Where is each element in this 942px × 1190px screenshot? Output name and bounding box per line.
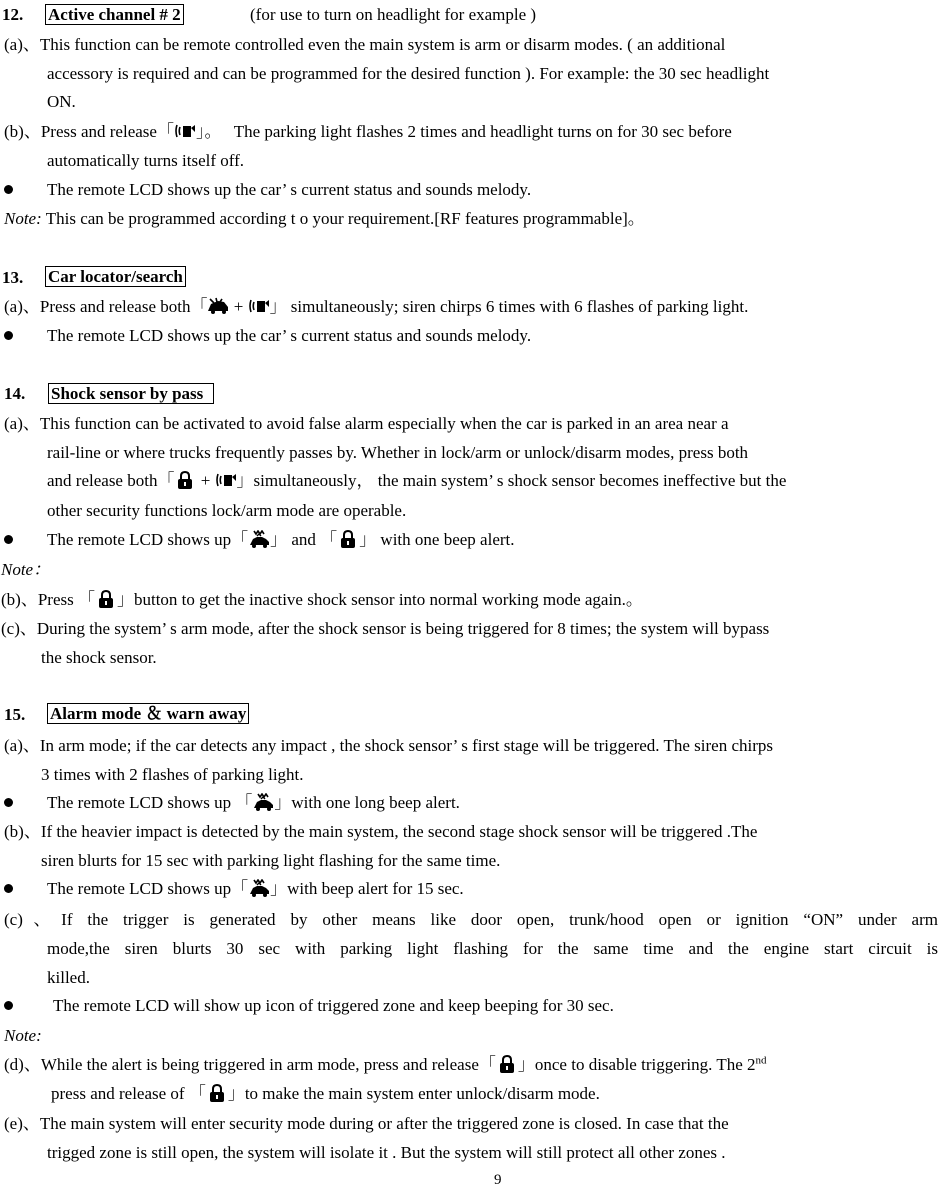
bullet-icon bbox=[4, 884, 13, 893]
s12-a-line1: (a)、This function can be remote controlled even the main system is arm or disarm modes. ( an additional bbox=[4, 35, 726, 54]
s15-a-line2: 3 times with 2 flashes of parking light. bbox=[41, 765, 304, 784]
s15-e-line1: (e)、The main system will enter security mode during or after the triggered zone is closed. In case that the bbox=[4, 1114, 729, 1133]
s12-note bbox=[4, 209, 645, 229]
s14-a-line1: (a)、This function can be activated to avoid false alarm especially when the car is parked in an area near a bbox=[4, 414, 729, 433]
bullet-icon bbox=[4, 535, 13, 544]
s14-bullet-post: 」 with one beep alert. bbox=[359, 530, 515, 549]
s15-d1-post: 」once to disable triggering. The 2 bbox=[517, 1055, 756, 1074]
s14-bullet-pre: The remote LCD shows up「 bbox=[47, 530, 249, 549]
s12-b-line1 bbox=[4, 122, 732, 142]
s14-note-label: Note： bbox=[1, 560, 51, 579]
s14-b-pre: (b)、Press 「 bbox=[1, 590, 95, 609]
bullet-icon bbox=[4, 331, 13, 340]
s13-a-post: 」 simultaneously; siren chirps 6 times with 6 flashes of parking light. bbox=[269, 297, 749, 316]
section-13-title bbox=[45, 266, 186, 287]
lock-icon bbox=[174, 471, 196, 489]
channel-2-icon bbox=[215, 471, 237, 489]
bullet-icon bbox=[4, 185, 13, 194]
s12-a-line3: ON. bbox=[47, 92, 76, 111]
s13-a-pre: (a)、Press and release both「 bbox=[4, 297, 208, 316]
section-12-number: 12. bbox=[2, 5, 24, 24]
shock-sensor-icon bbox=[252, 793, 274, 811]
channel-2-icon bbox=[248, 297, 270, 315]
s13-a-plus: + bbox=[233, 297, 244, 316]
s15-d2-post: 」to make the main system enter unlock/disarm mode. bbox=[227, 1084, 600, 1103]
s14-bullet bbox=[47, 530, 515, 550]
shock-sensor-icon bbox=[248, 530, 270, 548]
s15-note-label: Note: bbox=[4, 1026, 42, 1045]
lock-icon bbox=[206, 1084, 228, 1102]
bullet-icon bbox=[4, 798, 13, 807]
s14-bullet-and: 」 and 「 bbox=[270, 530, 338, 549]
s14-b-post: 」button to get the inactive shock sensor into normal working mode again.。 bbox=[116, 590, 643, 609]
s12-b-line2: automatically turns itself off. bbox=[47, 151, 245, 170]
s12-bullet: The remote LCD shows up the car’ s current status and sounds melody. bbox=[47, 180, 532, 199]
s15-a-line1: (a)、In arm mode; if the car detects any impact , the shock sensor’ s first stage will be triggered. The siren chirps bbox=[4, 736, 774, 755]
section-12-subtitle: (for use to turn on headlight for example ) bbox=[250, 5, 537, 24]
lock-icon bbox=[95, 590, 117, 608]
car-search-icon bbox=[207, 297, 229, 315]
s15-c-line1: (c)、If the trigger is generated by other means like door open, trunk/hood open or ignition “ON” under arm bbox=[4, 910, 938, 929]
section-13-number: 13. bbox=[2, 268, 24, 287]
s12-note-label: Note: bbox=[4, 209, 42, 228]
lock-icon bbox=[496, 1055, 518, 1073]
section-12-title-box: Active channel # 2 bbox=[45, 4, 184, 25]
section-15-number: 15. bbox=[4, 705, 26, 724]
s15-b-line1: (b)、If the heavier impact is detected by the main system, the second stage shock sensor will be triggered .The bbox=[4, 822, 758, 841]
section-13-title-box: Car locator/search bbox=[45, 266, 186, 287]
section-14-title bbox=[48, 383, 214, 404]
s15-d2-pre: press and release of 「 bbox=[51, 1084, 206, 1103]
section-14-number: 14. bbox=[4, 384, 26, 403]
s12-note-text: This can be programmed according t o your requirement.[RF features programmable]。 bbox=[45, 209, 645, 228]
s14-a-line2: rail-line or where trucks frequently passes by. Whether in lock/arm or unlock/disarm modes, press both bbox=[47, 443, 749, 462]
s15-d1-pre: (d)、While the alert is being triggered in arm mode, press and release「 bbox=[4, 1055, 496, 1074]
s15-bullet2-pre: The remote LCD shows up「 bbox=[47, 879, 249, 898]
bullet-icon bbox=[4, 1001, 13, 1010]
section-15-title-box: Alarm mode ＆ warn away bbox=[47, 703, 249, 724]
s15-bullet1-pre: The remote LCD shows up 「 bbox=[47, 793, 253, 812]
section-14-title-box: Shock sensor by pass bbox=[48, 383, 214, 404]
lock-icon bbox=[337, 530, 359, 548]
s14-c-line2: the shock sensor. bbox=[41, 648, 157, 667]
s12-b-post: The parking light flashes 2 times and headlight turns on for 30 sec before bbox=[233, 122, 732, 141]
s14-a-line4: other security functions lock/arm mode are operable. bbox=[47, 501, 407, 520]
s12-a-line2: accessory is required and can be programmed for the desired function ). For example: the 30 sec headlight bbox=[47, 64, 770, 83]
s15-e-line2: trigged zone is still open, the system will isolate it . But the system will still protect all other zones . bbox=[47, 1143, 726, 1162]
s13-a-line bbox=[4, 297, 748, 317]
shock-sensor-icon bbox=[248, 879, 270, 897]
s14-c-line1: (c)、During the system’ s arm mode, after the shock sensor is being triggered for 8 times; the system will bypass bbox=[1, 619, 770, 638]
s15-c-line2: mode,the siren blurts 30 sec with parking light flashing for the same time and the engine start circuit is bbox=[47, 939, 938, 958]
s15-bullet2 bbox=[47, 879, 464, 899]
section-15-title bbox=[47, 703, 249, 724]
s14-a3-pre: and release both「 bbox=[47, 471, 175, 490]
s15-d-line1 bbox=[4, 1055, 767, 1075]
s14-a-line3 bbox=[47, 471, 786, 491]
section-12-title bbox=[45, 4, 184, 25]
s14-a3-post: 」simultaneously， the main system’ s shock sensor becomes ineffective but the bbox=[236, 471, 787, 490]
s15-bullet1-post: 」with one long beep alert. bbox=[274, 793, 460, 812]
s13-bullet: The remote LCD shows up the car’ s current status and sounds melody. bbox=[47, 326, 532, 345]
s14-b-line bbox=[1, 590, 643, 610]
s15-bullet1 bbox=[47, 793, 460, 813]
s15-bullet2-post: 」with beep alert for 15 sec. bbox=[270, 879, 464, 898]
s15-d1-sup: nd bbox=[755, 1054, 767, 1067]
s15-bullet3: The remote LCD will show up icon of triggered zone and keep beeping for 30 sec. bbox=[53, 996, 614, 1015]
s15-d-line2 bbox=[51, 1084, 600, 1104]
s12-b-mid: 」。 bbox=[195, 122, 222, 141]
s14-a3-plus: + bbox=[200, 471, 211, 490]
page-number: 9 bbox=[494, 1172, 502, 1188]
s12-b-pre: (b)、Press and release「 bbox=[4, 122, 174, 141]
s15-c-line3: killed. bbox=[47, 968, 90, 987]
channel-2-icon bbox=[174, 122, 196, 140]
s15-b-line2: siren blurts for 15 sec with parking light flashing for the same time. bbox=[41, 851, 501, 870]
